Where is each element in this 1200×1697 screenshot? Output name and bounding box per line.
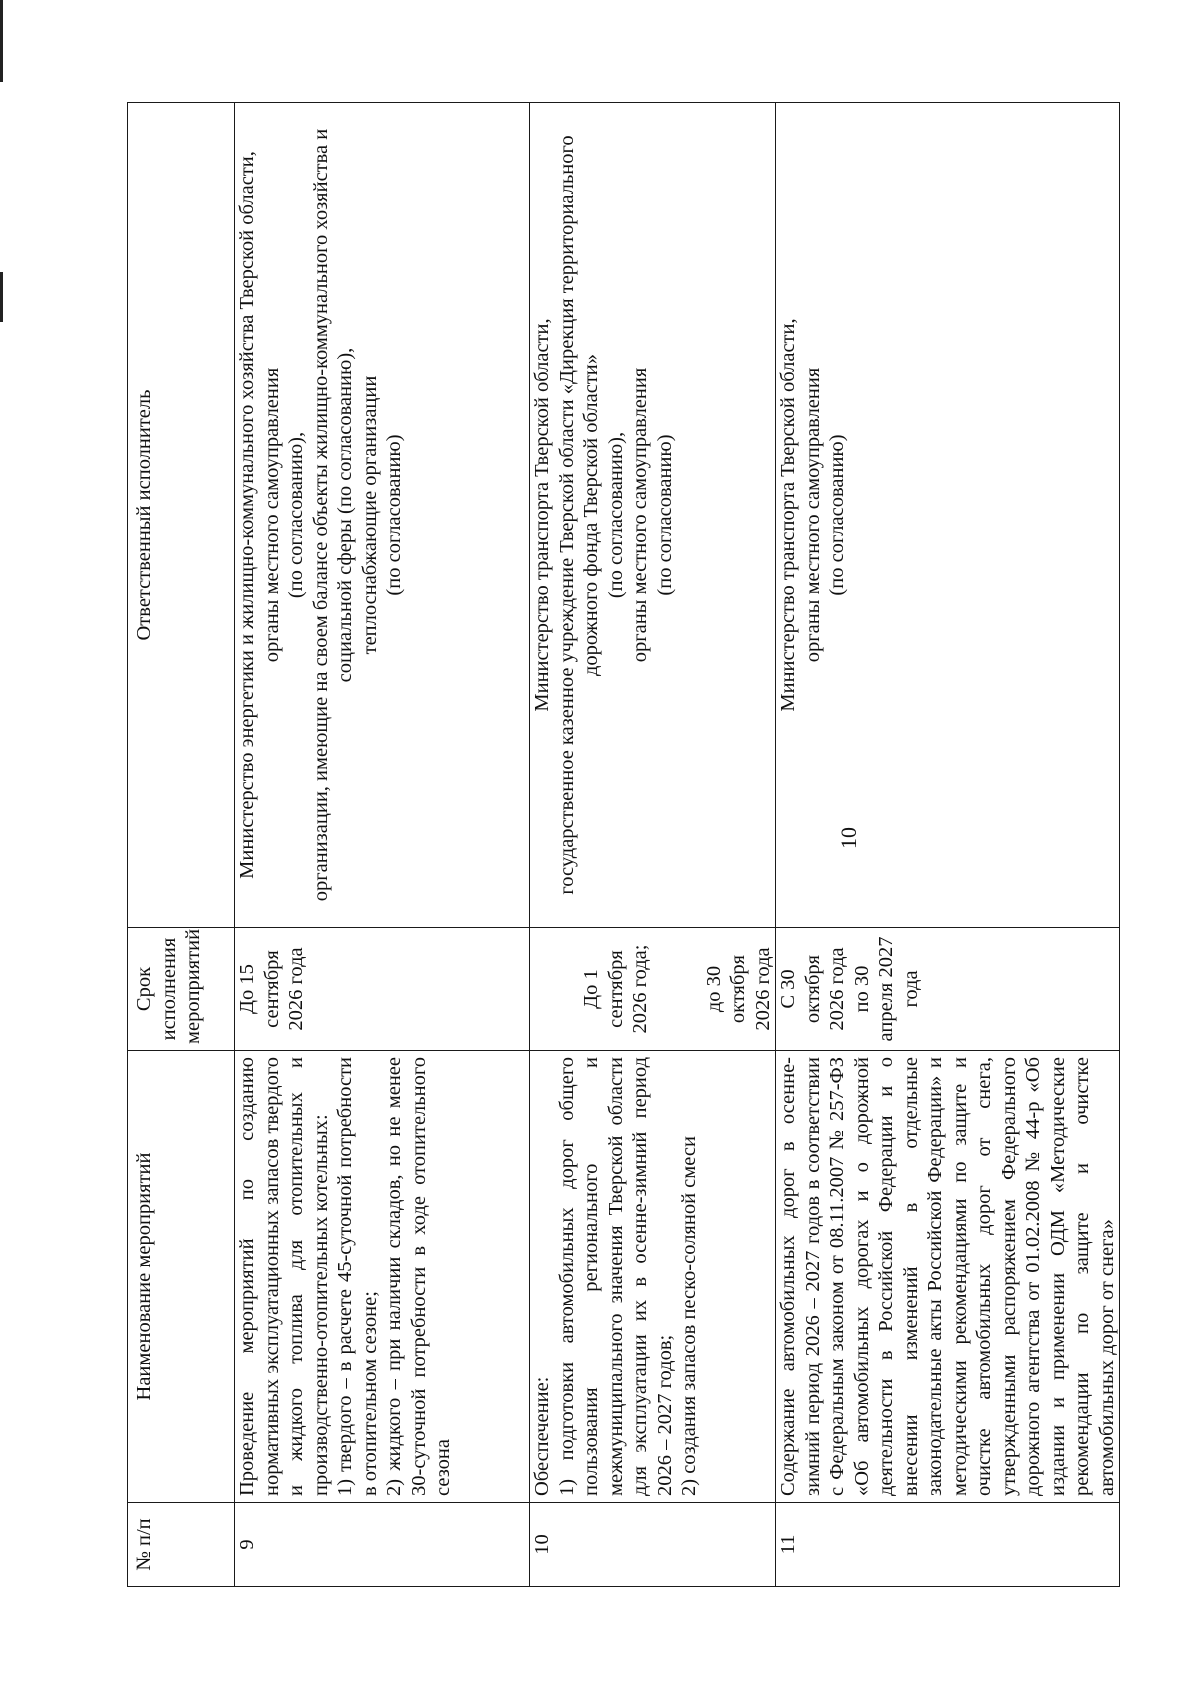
measure-name: Содержание автомобильных дорог в осенне-зимний период 2026 – 2027 годов в соответствии с Федеральным законом от 08.11.2007 № 257-ФЗ «Об автомобильных дорогах и о дорожной деятельности в Российской Федерации и о внесении изменений в отдельные законодательные акты Российской Федерации» и методическими рекомендациями по защите и очистке автомобильных дорог от снега, утвержденными распоряжением Федерального дорожного агентства от 01.02.2008 № 44-р «Об издании и применении ОДМ «Методические рекомендации по защите и очистке автомобильных дорог от снега» bbox=[776, 1051, 1120, 1503]
row-number: 9 bbox=[235, 1503, 530, 1587]
measure-deadline: С 30 октября 2026 года по 30 апреля 2027 года bbox=[776, 928, 1120, 1051]
measure-name: Обеспечение: 1) подготовки автомобильных дорог общего пользования регионального и межмуниципального значения Тверской области для эксплуатации их в осенне-зимний период 2026 – 2027 годов; 2) создания запасов песко-соляной смеси bbox=[530, 1051, 776, 1503]
table-row bbox=[235, 103, 530, 1587]
header-deadline: Срок исполнения мероприятий bbox=[128, 928, 235, 1051]
measure-name: Проведение мероприятий по созданию нормативных эксплуатационных запасов твердого и жидкого топлива для отопительных и производственно-отопительных котельных: 1) твердого – в расчете 45-суточной потребности в отопительном сезоне; 2) жидкого – при наличии складов, но не менее 30-суточной потребности в ходе отопительного сезона bbox=[235, 1051, 530, 1503]
measure-deadline: До 1 сентября 2026 года; до 30 октября 2026 года bbox=[530, 928, 776, 1051]
header-num: № п/п bbox=[128, 1503, 235, 1587]
page-number: 10 bbox=[836, 827, 861, 849]
measure-responsible: Министерство транспорта Тверской области, органы местного самоуправления (по согласованию) bbox=[776, 103, 1120, 928]
header-name: Наименование мероприятий bbox=[128, 1051, 235, 1503]
measure-responsible: Министерство энергетики и жилищно-коммунального хозяйства Тверской области, органы местного самоуправления (по согласованию), организации, имеющие на своем балансе объекты жилищно-коммунального хозяйства и социальной сферы (по согласованию), теплоснабжающие организации (по согласованию) bbox=[235, 103, 530, 928]
measures-table bbox=[127, 102, 1120, 1587]
row-number: 10 bbox=[530, 1503, 776, 1587]
table-header-row bbox=[128, 103, 235, 1587]
measure-deadline: До 15 сентября 2026 года bbox=[235, 928, 530, 1051]
table-row bbox=[530, 103, 776, 1587]
measure-responsible: Министерство транспорта Тверской области, государственное казенное учреждение Тверской области «Дирекция территориального дорожного фонда Тверской области» (по согласованию), органы местного самоуправления (по согласованию) bbox=[530, 103, 776, 928]
table-row bbox=[776, 103, 1120, 1587]
header-responsible: Ответственный исполнитель bbox=[128, 103, 235, 928]
row-number: 11 bbox=[776, 1503, 1120, 1587]
